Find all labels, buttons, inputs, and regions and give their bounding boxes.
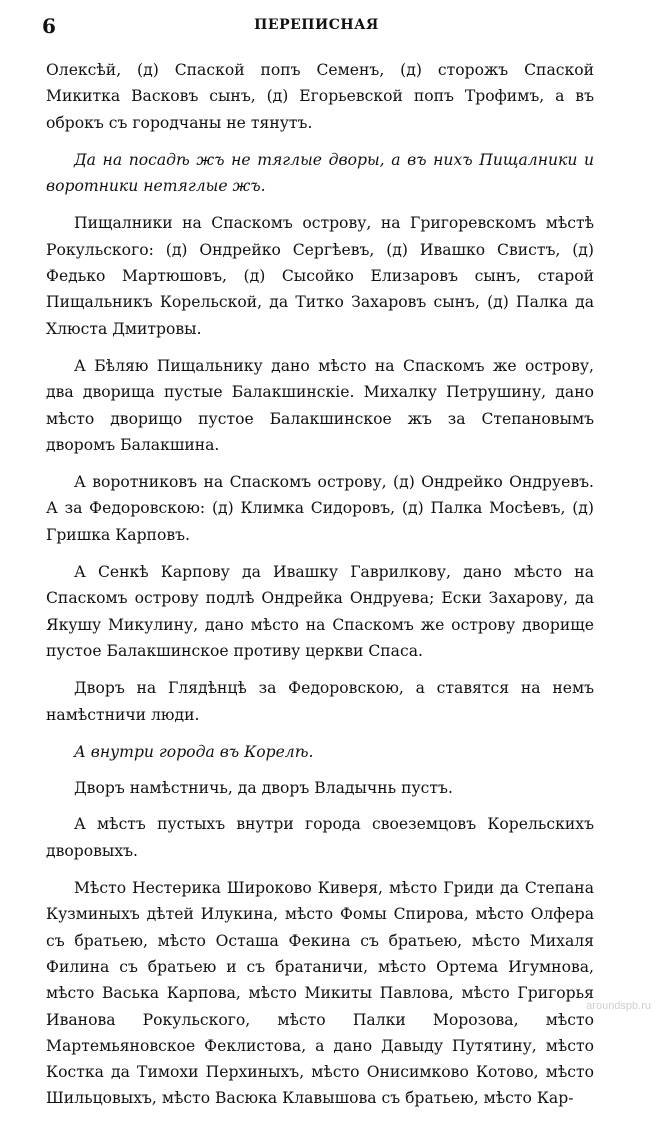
paragraph-11: Мѣсто Нестерика Широково Киверя, мѣсто Гриди да Степана Кузминыхъ дѣтей Илукина, мѣсто Фомы Спирова, мѣсто Олфера съ братьею, мѣсто Осташа Фекина съ братьею, мѣсто Михаля Филина съ братьею и съ братаничи, мѣсто Ортема Игумнова, мѣсто Васька Карпова, мѣсто Микиты Павлова, мѣсто Григорья Иванова Рокульского, мѣсто Палки Морозова, мѣсто Мартемьяновское Феклистова, а дано Давыду Путятину, мѣсто Костка да Тимохи Перхиныхъ, мѣсто Онисимково Котово, мѣсто Шильцовыхъ, мѣсто Васюка Клавышова съ братьею, мѣсто Кар- <box>46 879 594 1108</box>
paragraph-6: А Сенкѣ Карпову да Ивашку Гаврилкову, дано мѣсто на Спаскомъ острову подлѣ Ондрейка Ондруева; Ески Захарову, да Якушу Микулину, дано мѣсто на Спаскомъ же острову дворище пустое Балакшинское противу церкви Спаса. <box>46 563 594 660</box>
paragraph-4: А Бѣляю Пищальнику дано мѣсто на Спаскомъ же острову, два дворища пустые Балакшинскіе. Михалку Петрушину, дано мѣсто дворищо пустое Балакшинское жъ за Степановымъ дворомъ Балакшина. <box>46 356 594 454</box>
watermark: aroundspb.ru <box>586 1000 651 1012</box>
paragraph-8-italic-heading: А внутри города въ Корелѣ. <box>74 742 314 761</box>
paragraph-3: Пищалники на Спаскомъ острову, на Григоревскомъ мѣстѣ Рокульского: (д) Ондрейко Сергѣевъ, (д) Ивашко Свистъ, (д) Федько Мартюшовъ, (д) Сысойко Елизаровъ сынъ, старой Пищальникъ Корельской, да Титко Захаровъ сынъ, (д) Палка да Хлюста Дмитровы. <box>46 214 594 338</box>
running-title: ПЕРЕПИСНАЯ <box>254 17 379 33</box>
body-text <box>46 57 594 1123</box>
page-number: 6 <box>42 14 56 38</box>
paragraph-10: А мѣстъ пустыхъ внутри города своеземцовъ Корельскихъ дворовыхъ. <box>46 815 594 860</box>
paragraph-9: Дворъ намѣстничь, да дворъ Владычнь пустъ. <box>74 779 453 798</box>
page-header <box>42 14 591 40</box>
paragraph-7: Дворъ на Глядѣнцѣ за Федоровскою, а ставятся на немъ намѣстничи люди. <box>46 679 594 724</box>
paragraph-2-italic: Да на посадѣ жъ не тяглые дворы, а въ нихъ Пищалники и воротники нетяглые жъ. <box>46 150 594 196</box>
paragraph-1: Олексѣй, (д) Спаской попъ Семенъ, (д) сторожъ Спаской Микитка Васковъ сынъ, (д) Егорьевской попъ Трофимъ, а въ оброкъ съ городчаны не тянутъ. <box>46 61 594 132</box>
paragraph-5: А воротниковъ на Спаскомъ острову, (д) Ондрейко Ондруевъ. А за Федоровскою: (д) Климка Сидоровъ, (д) Палка Мосѣевъ, (д) Гришка Карповъ. <box>46 473 594 544</box>
